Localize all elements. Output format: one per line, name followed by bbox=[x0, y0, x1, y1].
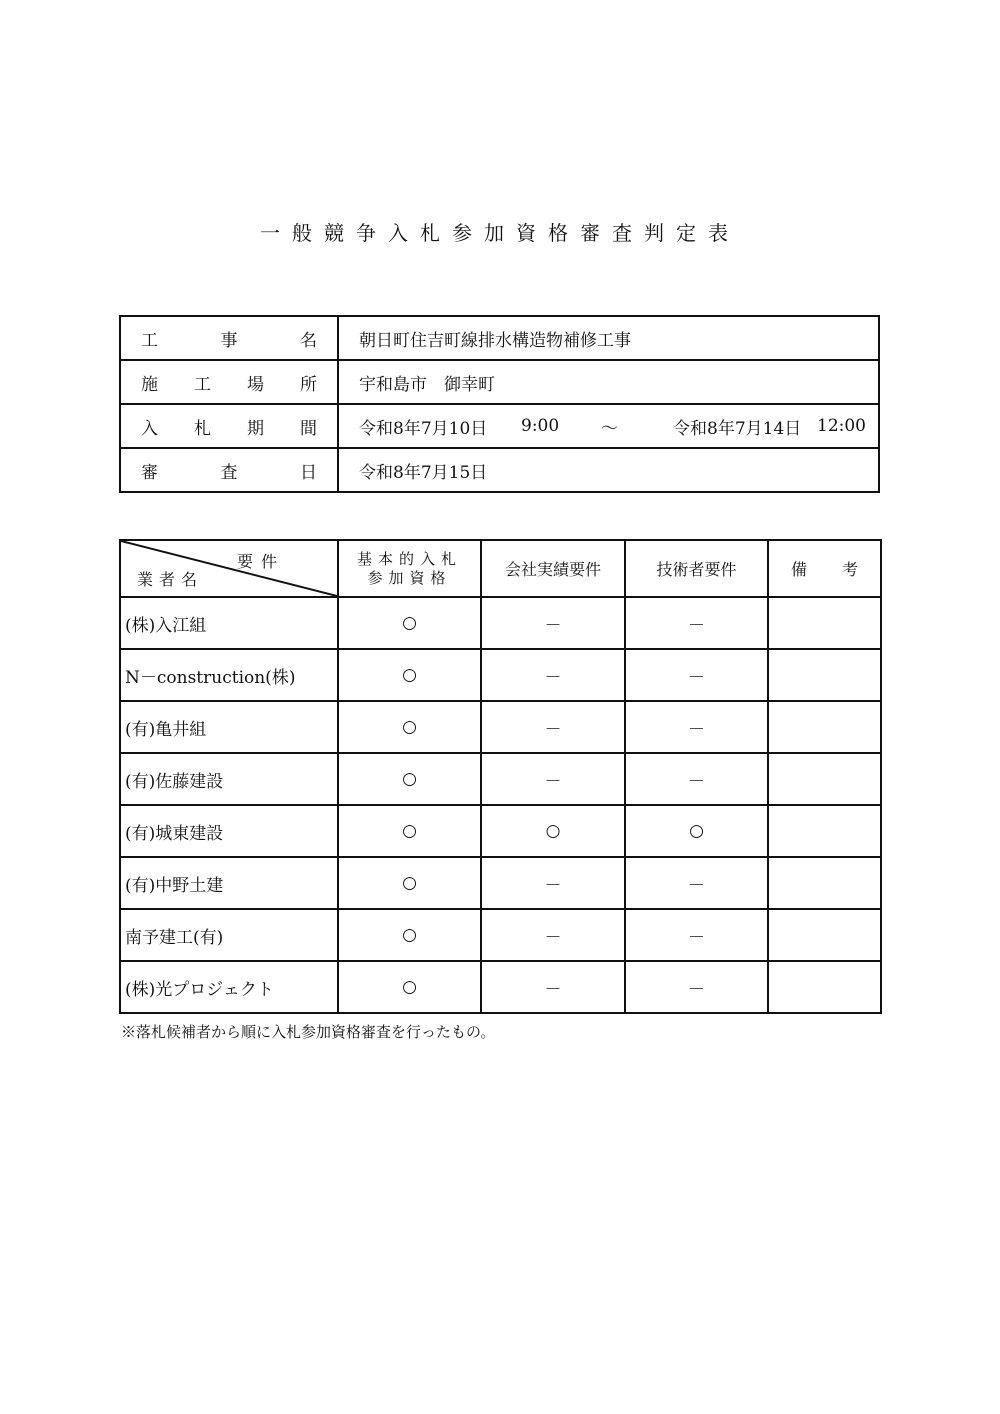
record-mark: － bbox=[481, 649, 625, 701]
construction-name-label: 工 事 名 bbox=[120, 316, 338, 360]
diagonal-header-cell bbox=[120, 540, 338, 597]
record-mark: － bbox=[481, 701, 625, 753]
remarks-cell bbox=[768, 649, 881, 701]
basic-mark: ○ bbox=[338, 753, 481, 805]
period-end-time: 12:00 bbox=[817, 416, 866, 436]
site-label: 施 工 場 所 bbox=[120, 360, 338, 404]
construction-name-row bbox=[120, 316, 879, 360]
company-name: (有)城東建設 bbox=[120, 805, 338, 857]
site-row bbox=[120, 360, 879, 404]
company-name: (株)光プロジェクト bbox=[120, 961, 338, 1013]
table-row bbox=[120, 857, 881, 909]
project-info-table bbox=[119, 315, 880, 493]
bid-period-row bbox=[120, 404, 879, 448]
table-row bbox=[120, 909, 881, 961]
table-row bbox=[120, 753, 881, 805]
basic-mark: ○ bbox=[338, 961, 481, 1013]
construction-name-value: 朝日町住吉町線排水構造物補修工事 bbox=[338, 316, 879, 360]
engineer-mark: － bbox=[625, 649, 768, 701]
remarks-cell bbox=[768, 857, 881, 909]
engineer-mark: － bbox=[625, 857, 768, 909]
basic-qualification-header: 基本的入札 参加資格 bbox=[338, 540, 481, 597]
review-date-row bbox=[120, 448, 879, 492]
bid-period-value bbox=[338, 404, 879, 448]
qualification-judgement-table bbox=[119, 539, 882, 1014]
engineer-mark: ○ bbox=[625, 805, 768, 857]
site-value: 宇和島市 御幸町 bbox=[338, 360, 879, 404]
remarks-cell bbox=[768, 753, 881, 805]
engineer-header: 技術者要件 bbox=[625, 540, 768, 597]
record-mark: － bbox=[481, 857, 625, 909]
remarks-cell bbox=[768, 805, 881, 857]
review-date-label: 審 査 日 bbox=[120, 448, 338, 492]
company-name: (株)入江組 bbox=[120, 597, 338, 649]
record-mark: ○ bbox=[481, 805, 625, 857]
table-row bbox=[120, 961, 881, 1013]
document-title: 一般競争入札参加資格審査判定表 bbox=[260, 221, 740, 245]
remarks-cell bbox=[768, 701, 881, 753]
company-name: (有)亀井組 bbox=[120, 701, 338, 753]
table-row bbox=[120, 597, 881, 649]
company-name: (有)佐藤建設 bbox=[120, 753, 338, 805]
judgement-header-row bbox=[120, 540, 881, 597]
table-row bbox=[120, 805, 881, 857]
basic-mark: ○ bbox=[338, 649, 481, 701]
footnote: ※落札候補者から順に入札参加資格審査を行ったもの。 bbox=[121, 1023, 496, 1041]
table-row bbox=[120, 701, 881, 753]
period-end-date: 令和8年7月14日 bbox=[673, 418, 802, 439]
record-mark: － bbox=[481, 961, 625, 1013]
company-name: (有)中野土建 bbox=[120, 857, 338, 909]
record-mark: － bbox=[481, 909, 625, 961]
period-start-date: 令和8年7月10日 bbox=[359, 418, 488, 439]
company-name-header: 業者名 bbox=[137, 570, 204, 589]
basic-mark: ○ bbox=[338, 701, 481, 753]
engineer-mark: － bbox=[625, 701, 768, 753]
company-record-header: 会社実績要件 bbox=[481, 540, 625, 597]
table-row bbox=[120, 649, 881, 701]
record-mark: － bbox=[481, 753, 625, 805]
basic-mark: ○ bbox=[338, 805, 481, 857]
engineer-mark: － bbox=[625, 597, 768, 649]
period-start-time: 9:00 bbox=[521, 416, 560, 436]
requirements-header: 要件 bbox=[236, 552, 285, 571]
engineer-mark: － bbox=[625, 909, 768, 961]
record-mark: － bbox=[481, 597, 625, 649]
remarks-cell bbox=[768, 909, 881, 961]
company-name: N－construction(株) bbox=[120, 649, 338, 701]
remarks-cell bbox=[768, 597, 881, 649]
engineer-mark: － bbox=[625, 753, 768, 805]
bid-period-label: 入 札 期 間 bbox=[120, 404, 338, 448]
remarks-header: 備 考 bbox=[768, 540, 881, 597]
basic-mark: ○ bbox=[338, 909, 481, 961]
review-date-value: 令和8年7月15日 bbox=[338, 448, 879, 492]
basic-mark: ○ bbox=[338, 857, 481, 909]
period-tilde: ～ bbox=[601, 418, 618, 439]
company-name: 南予建工(有) bbox=[120, 909, 338, 961]
basic-mark: ○ bbox=[338, 597, 481, 649]
engineer-mark: － bbox=[625, 961, 768, 1013]
remarks-cell bbox=[768, 961, 881, 1013]
